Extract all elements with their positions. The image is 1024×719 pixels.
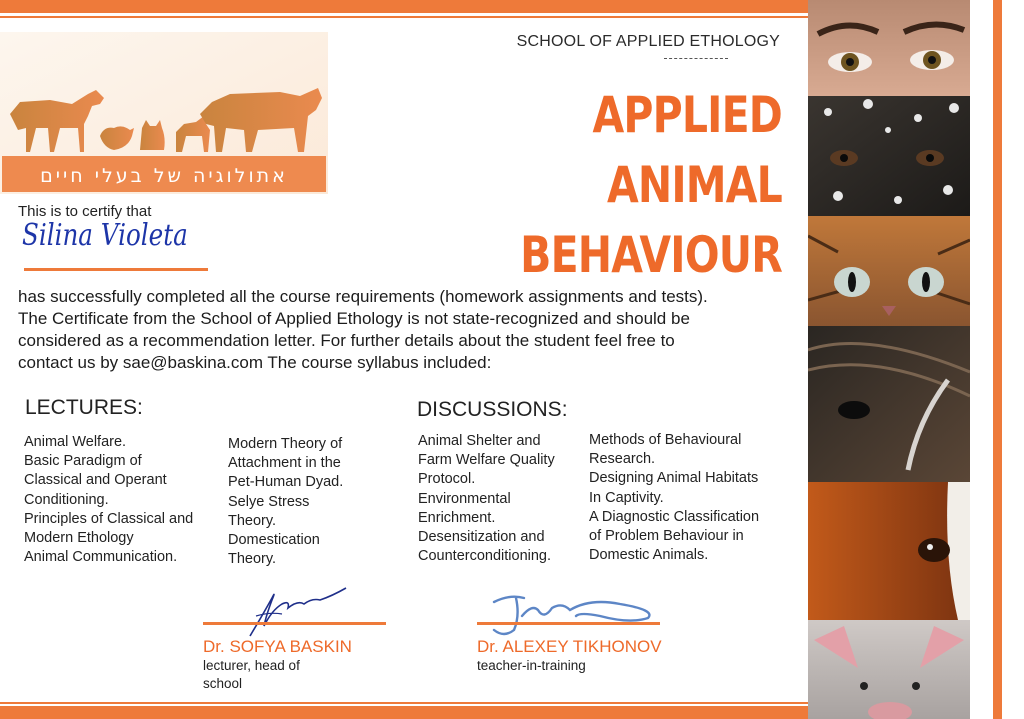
horse-eye-photo [808, 326, 970, 482]
discussions-heading: DISCUSSIONS: [417, 398, 568, 421]
lectures-column-2 [228, 435, 343, 569]
wolf-eyes-photo [808, 96, 970, 216]
school-name: SCHOOL OF APPLIED ETHOLOGY [516, 33, 780, 50]
pig-face-photo [808, 620, 970, 719]
student-name: Silina Violeta [22, 218, 188, 253]
list-item: Theory. [228, 512, 277, 529]
cat-eyes-photo [808, 216, 970, 326]
list-item: Designing Animal Habitats [589, 470, 759, 487]
discussions-column-1 [418, 432, 555, 566]
list-item: Modern Theory of [228, 436, 343, 452]
signature-line-2 [477, 622, 660, 625]
list-item: Pet-Human Dyad. [228, 474, 344, 491]
body-line-4: contact us by sae@baskina.com The course syllabus included: [18, 353, 492, 372]
list-item: Methods of Behavioural [589, 432, 742, 448]
list-item: Domestication [228, 532, 320, 549]
list-item: Protocol. [418, 471, 476, 488]
cow-eye-photo [808, 482, 970, 620]
body-line-3: considered as a recommendation letter. For further details about the student feel free to [18, 331, 675, 350]
top-border-bar [0, 0, 808, 13]
logo-hebrew-text: אתולוגיה של בעלי חיים [40, 165, 288, 187]
list-item: In Captivity. [589, 489, 664, 506]
list-item: Desensitization and [418, 529, 545, 546]
list-item: Classical and Operant [24, 472, 167, 489]
body-line-2: The Certificate from the School of Applied Ethology is not state-recognized and should be [18, 309, 690, 328]
list-item: Basic Paradigm of [24, 453, 142, 470]
list-item: Counterconditioning. [418, 548, 552, 565]
signature-line-1 [203, 622, 386, 625]
human-eyes-photo [808, 0, 970, 96]
list-item: Attachment in the [228, 455, 341, 472]
top-border-thin [0, 16, 808, 18]
animal-eyes-photo-strip [808, 0, 970, 719]
title-line-1: APPLIED ANIMAL [592, 86, 782, 214]
signer-2-name: Dr. ALEXEY TIKHONOV [477, 637, 662, 656]
lectures-column-1 [24, 433, 193, 567]
name-underline [24, 268, 208, 271]
list-item: Modern Ethology [24, 530, 134, 547]
signature-baskin [242, 586, 352, 638]
signer-1-name: Dr. SOFYA BASKIN [203, 637, 352, 656]
signer-1-role-line-1: lecturer, head of [203, 658, 300, 673]
certify-text: This is to certify that [18, 203, 152, 220]
list-item: Animal Communication. [24, 549, 178, 566]
school-logo [0, 32, 328, 194]
list-item: Theory. [228, 551, 277, 568]
lectures-heading: LECTURES: [25, 396, 143, 419]
list-item: Enrichment. [418, 509, 496, 526]
bottom-border-thin [0, 702, 808, 704]
signer-2-role: teacher-in-training [477, 658, 586, 673]
divider-dashes [664, 58, 728, 59]
title-line-2: BEHAVIOUR [520, 226, 782, 284]
list-item: Environmental [418, 490, 511, 507]
list-item: Principles of Classical and [24, 510, 194, 527]
bottom-border-bar [0, 706, 808, 719]
signature-tikhonov [480, 586, 660, 638]
body-line-1: has successfully completed all the course requirements (homework assignments and tests). [18, 287, 708, 306]
right-border-bar [993, 0, 1002, 719]
list-item: Research. [589, 451, 656, 468]
list-item: Conditioning. [24, 491, 109, 508]
list-item: Animal Shelter and [418, 433, 541, 449]
list-item: Farm Welfare Quality [418, 452, 555, 469]
certificate-body [18, 286, 808, 374]
discussions-column-2 [589, 431, 759, 565]
list-item: Animal Welfare. [24, 434, 127, 450]
list-item: A Diagnostic Classification [589, 508, 760, 525]
list-item: Domestic Animals. [589, 547, 709, 564]
signer-1-role-line-2: school [203, 676, 243, 691]
signer-1-role [203, 657, 333, 693]
certificate-title [411, 80, 782, 290]
list-item: Selye Stress [228, 493, 310, 510]
list-item: of Problem Behaviour in [589, 528, 744, 545]
